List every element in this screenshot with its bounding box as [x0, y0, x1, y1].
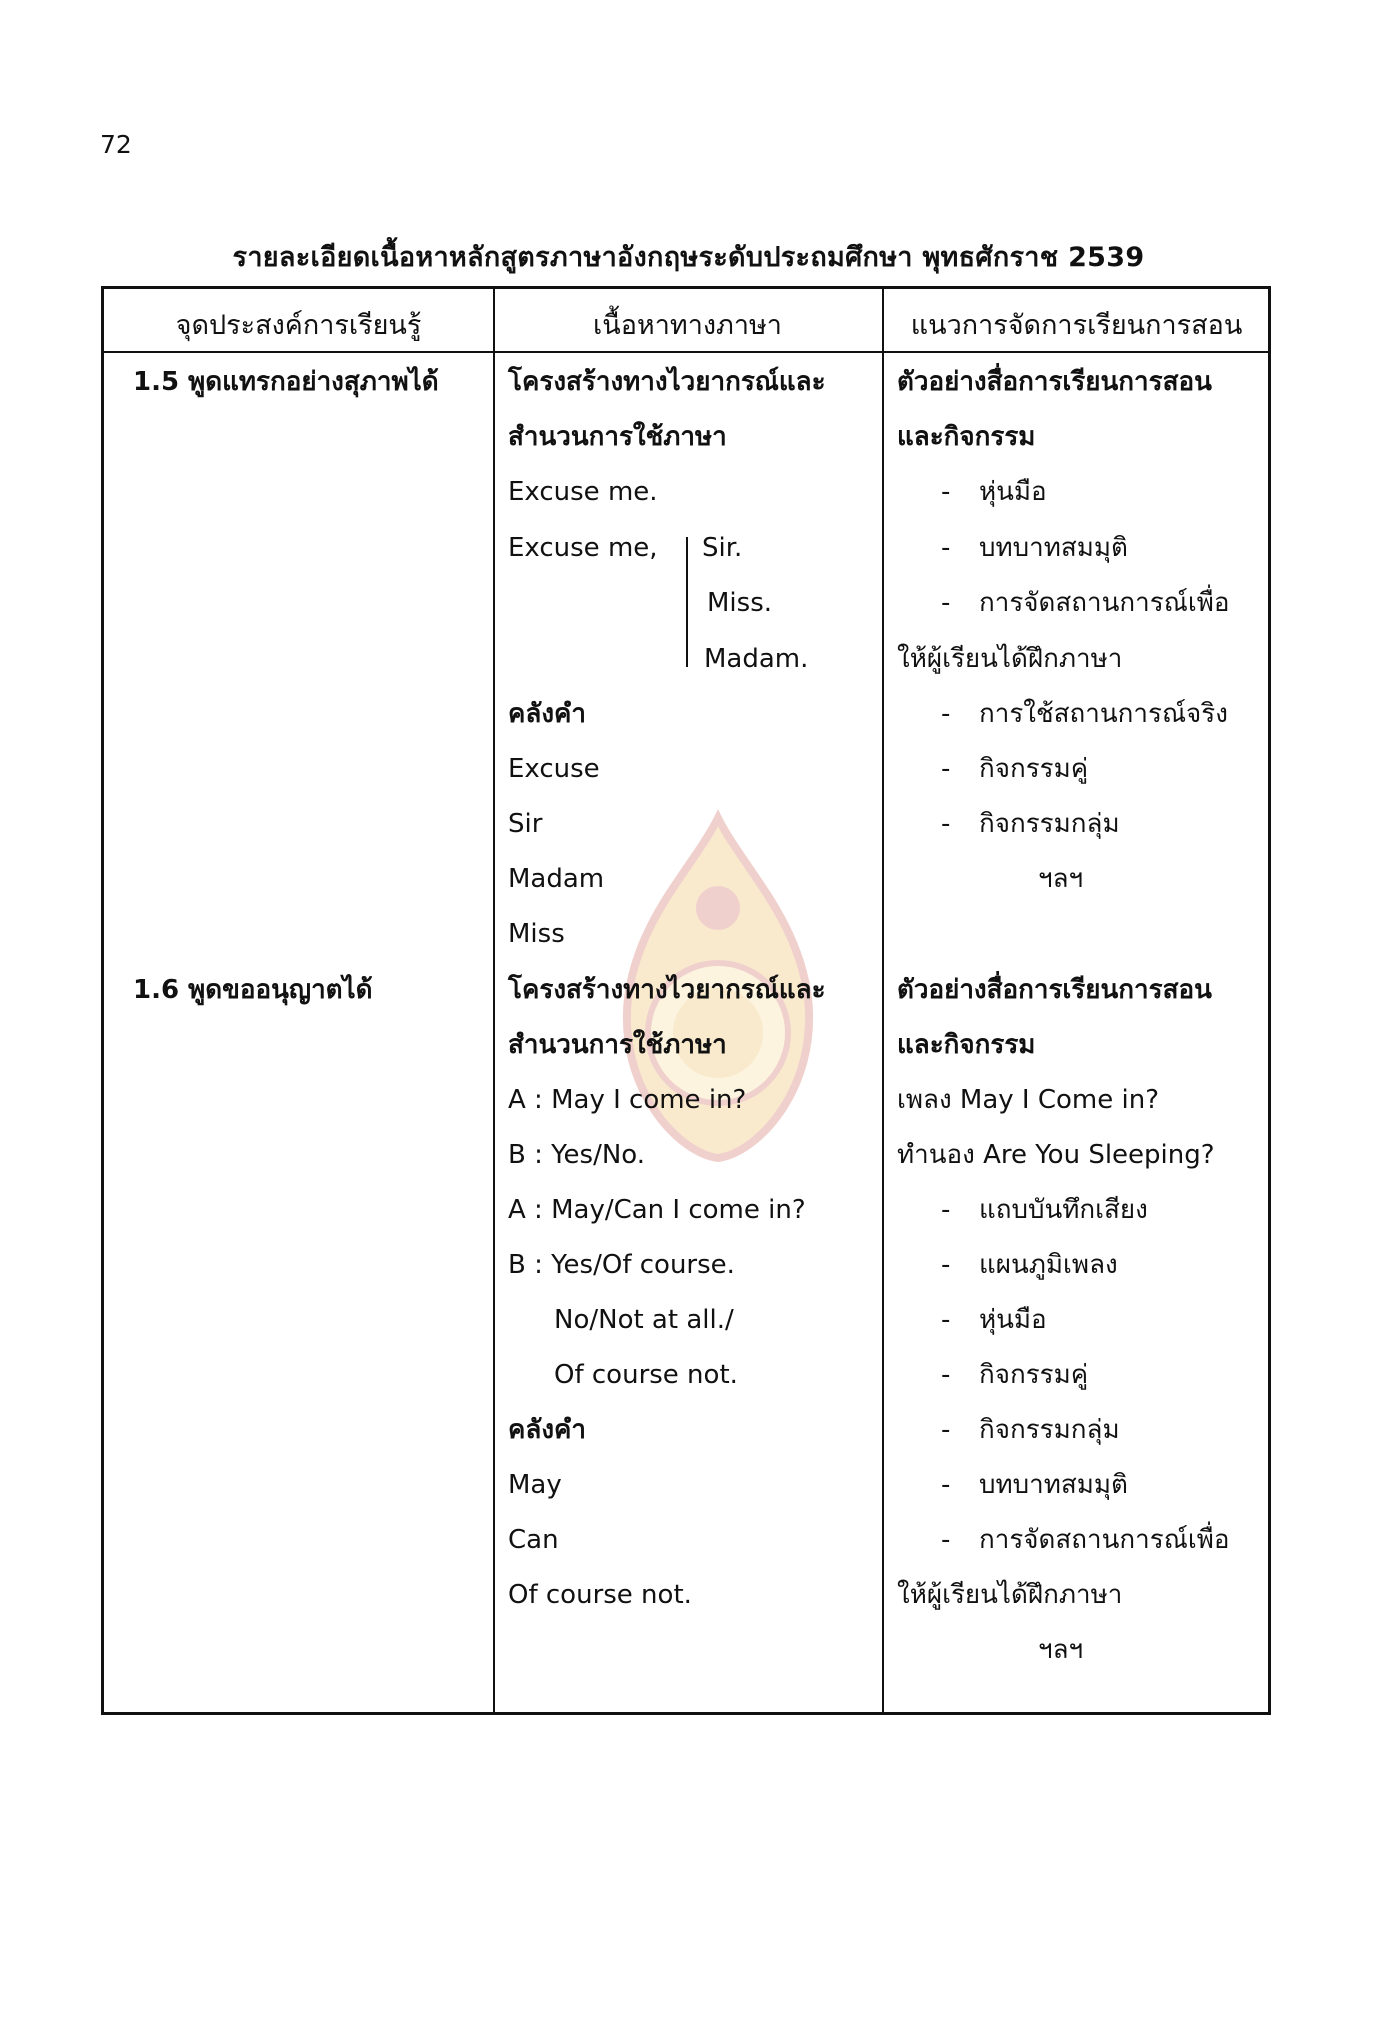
header-content: เนื้อหาทางภาษา	[593, 310, 782, 341]
content-line: A : May I come in?	[508, 1085, 747, 1115]
header-divider	[104, 351, 1268, 353]
methods-item: แถบบันทึกเสียง	[979, 1195, 1148, 1225]
content-line: Madam.	[704, 644, 809, 674]
content-line: Sir.	[702, 533, 743, 563]
content-heading: สำนวนการใช้ภาษา	[508, 1030, 727, 1060]
methods-heading: และกิจกรรม	[897, 422, 1036, 452]
methods-item: หุ่นมือ	[979, 477, 1047, 507]
methods-heading: ตัวอย่างสื่อการเรียนการสอน	[897, 975, 1212, 1005]
page-number: 72	[100, 130, 132, 159]
vocabulary-word: Madam	[508, 864, 605, 894]
methods-item: แผนภูมิเพลง	[979, 1250, 1118, 1280]
list-dash: -	[941, 533, 951, 563]
objective-1-5: 1.5 พูดแทรกอย่างสุภาพได้	[133, 367, 439, 397]
header-objectives: จุดประสงค์การเรียนรู้	[175, 310, 422, 341]
content-line: No/Not at all./	[554, 1305, 734, 1335]
vocabulary-heading: คลังคำ	[508, 1415, 587, 1445]
list-dash: -	[941, 1305, 951, 1335]
content-line: A : May/Can I come in?	[508, 1195, 806, 1225]
list-dash: -	[941, 1250, 951, 1280]
methods-item: การจัดสถานการณ์เพื่อ	[979, 1525, 1230, 1555]
methods-heading: และกิจกรรม	[897, 1030, 1036, 1060]
methods-item: หุ่นมือ	[979, 1305, 1047, 1335]
header-methods: แนวการจัดการเรียนการสอน	[910, 310, 1243, 341]
list-dash: -	[941, 699, 951, 729]
etc-mark: ฯลฯ	[1038, 864, 1084, 894]
content-line: Miss.	[707, 588, 773, 618]
methods-heading: ตัวอย่างสื่อการเรียนการสอน	[897, 367, 1212, 397]
column-divider	[493, 289, 495, 1712]
vocabulary-word: Excuse	[508, 754, 600, 784]
content-line: B : Yes/No.	[508, 1140, 646, 1170]
vocabulary-word: May	[508, 1470, 562, 1500]
curriculum-table	[101, 286, 1271, 1715]
song-title: เพลง May I Come in?	[897, 1085, 1160, 1115]
content-line: Excuse me,	[508, 533, 658, 563]
list-dash: -	[941, 809, 951, 839]
bracket-line	[686, 537, 688, 667]
content-heading: สำนวนการใช้ภาษา	[508, 422, 727, 452]
list-dash: -	[941, 754, 951, 784]
methods-item: การใช้สถานการณ์จริง	[979, 699, 1228, 729]
methods-item: กิจกรรมคู่	[979, 1360, 1089, 1390]
list-dash: -	[941, 1470, 951, 1500]
list-dash: -	[941, 1360, 951, 1390]
list-dash: -	[941, 1525, 951, 1555]
methods-item: กิจกรรมคู่	[979, 754, 1089, 784]
etc-mark: ฯลฯ	[1038, 1635, 1084, 1665]
methods-item: กิจกรรมกลุ่ม	[979, 809, 1120, 839]
document-title: รายละเอียดเนื้อหาหลักสูตรภาษาอังกฤษระดับประถมศึกษา พุทธศักราช 2539	[232, 242, 1145, 273]
content-line: B : Yes/Of course.	[508, 1250, 735, 1280]
methods-item: บทบาทสมมุติ	[979, 1470, 1128, 1500]
content-heading: โครงสร้างทางไวยากรณ์และ	[508, 367, 826, 397]
vocabulary-word: Miss	[508, 919, 565, 949]
vocabulary-word: Of course not.	[508, 1580, 692, 1610]
content-line: Excuse me.	[508, 477, 658, 507]
methods-item: การจัดสถานการณ์เพื่อ	[979, 588, 1230, 618]
methods-item: ให้ผู้เรียนได้ฝึกภาษา	[897, 1580, 1123, 1610]
list-dash: -	[941, 1415, 951, 1445]
vocabulary-word: Can	[508, 1525, 559, 1555]
content-heading: โครงสร้างทางไวยากรณ์และ	[508, 975, 826, 1005]
methods-item: กิจกรรมกลุ่ม	[979, 1415, 1120, 1445]
methods-item: บทบาทสมมุติ	[979, 533, 1128, 563]
list-dash: -	[941, 477, 951, 507]
objective-1-6: 1.6 พูดขออนุญาตได้	[133, 975, 373, 1005]
content-line: Of course not.	[554, 1360, 738, 1390]
methods-item: ให้ผู้เรียนได้ฝึกภาษา	[897, 644, 1123, 674]
vocabulary-word: Sir	[508, 809, 543, 839]
list-dash: -	[941, 1195, 951, 1225]
column-divider	[882, 289, 884, 1712]
list-dash: -	[941, 588, 951, 618]
vocabulary-heading: คลังคำ	[508, 699, 587, 729]
song-melody: ทำนอง Are You Sleeping?	[897, 1140, 1215, 1170]
